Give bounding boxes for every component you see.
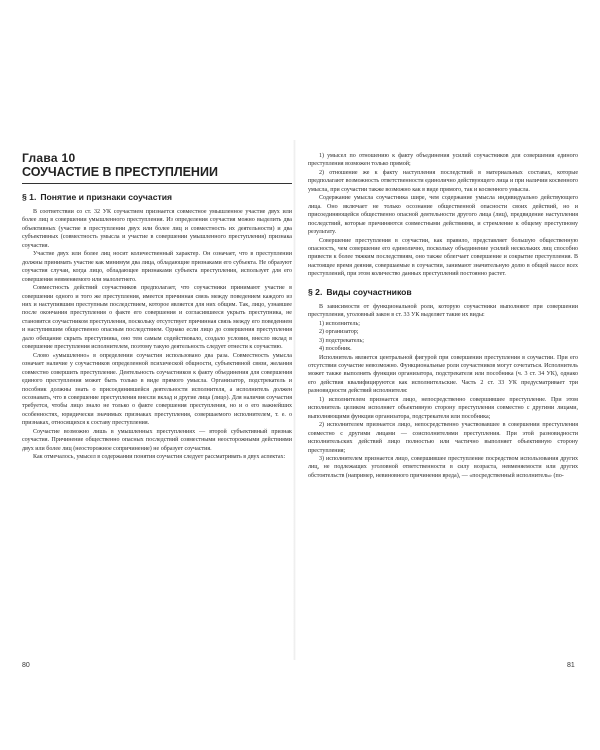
chapter-rule [22,183,292,184]
section-heading-2 [308,287,578,297]
paragraph: 2) исполнителем признается лицо, непосредственно участвовавшее в совершении преступления совместно с другими лицами — соисполнителями преступления. При этой разновидности исполнительских действий лицо полностью или частично выполняет объективную сторону преступления; [308,422,578,454]
book-gutter [293,140,296,660]
section-number: § 2. [308,286,323,297]
paragraph: В зависимости от функциональной роли, которую соучастники выполняют при совершении преступления, уголовный закон в ст. 33 УК выделяет такие их виды: [308,303,578,319]
section-number: § 1. [22,192,37,202]
paragraph: Как отмечалось, умысел в содержании понятия соучастия следует рассматривать в двух аспектах: [33,454,286,461]
paragraph: Участие двух или более лиц носит количественный характер. Он означает, что в преступлении должны принимать участие как минимум два лица, обладающие признаками его субъекта. Не образуют соучастия случаи, когда лицо, обладающее признаками субъекта преступления, использует для его совершения невменяемого или малолетнего. [22,251,292,283]
chapter-label: Глава 10 [22,151,76,165]
list-item: 2) организатор; [319,329,359,336]
list-item: 1) исполнитель; [319,320,360,327]
paragraph: Совместность действий соучастников предполагает, что соучастники принимают участие в совершении одного и того же преступления, имеется причинная связь между поведением каждого из них и наступившим преступным последствием, которое является для них общим. Так, лицо, узнавшее после окончания преступления о факте его совершения и согласившееся укрыть преступника, не становится соучастником преступления, поскольку отсутствует причинная связь между его поведением и наступившим общественно опасным последствием. Однако если лицо до совершения преступления дало обещание скрыть преступника, оно тем самым содействовало, создало условия, внесло вклад в совершение преступления исполнителем, поэтому такую деятельность следует отнести к соучастию. [22,285,292,351]
list-item: 4) пособник. [319,346,352,353]
section-heading-1 [22,192,292,202]
paragraph: Слово «умышленно» в определении соучастия использовано два раза. Совместность умысла означает наличие у соучастников определенной психической общности, субъективной связи, желания совместно совершить преступление. Деятельность соучастников к факту объединения для совершения единого преступления может быть только в виде прямого умысла. Организатор, подстрекатель и пособник должны знать о присоединившейся деятельности исполнителя, а исполнитель должен осознавать, что в совершение преступления внесли вклад и другие лица (лицо). Для наличия соучастия требуется, чтобы лицо знало не только о факте совершения преступления, но и о его важнейших особенностях, юридически значимых признаках преступления, совершаемого исполнителем, т. е. о признаках, относящихся к составу преступления. [22,352,292,427]
chapter-title: СОУЧАСТИЕ В ПРЕСТУПЛЕНИИ [22,165,218,179]
section-title: Виды соучастников [326,286,412,297]
paragraph: Совершение преступления в соучастии, как правило, представляет большую общественную опасность, чем совершение его единолично, поскольку объединение усилий нескольких лиц способно привести к более тяжким последствиям, оно также облегчает совершение и сокрытие преступления. В настоящее время деяния, совершаемые в соучастии, занимают значительную долю в общей массе всех преступлений, при этом количество данных преступлений постоянно растет. [308,237,578,278]
left-page [22,152,292,462]
section-title: Понятие и признаки соучастия [40,192,172,202]
right-page [308,152,578,480]
paragraph: 1) исполнителем признается лицо, непосредственно совершившее преступление. При этом исполнитель целиком исполняет объективную сторону преступления совместно с другими лицами, выполняющими функции организатора, подстрекателя или пособника; [308,396,578,420]
paragraph: 1) умысел по отношению к факту объединения усилий соучастников для совершения единого преступления возможен только прямой; [308,153,578,168]
paragraph: Исполнитель является центральной фигурой при совершении преступления в соучастии. При его отсутствии соучастие невозможно. Функциональные роли соучастников могут сочетаться. Исполнитель может также выполнять функции организатора, подстрекателя или пособника (ч. 3 ст. 34 УК), однако его действия квалифицируются как исполнительские. Часть 2 ст. 33 УК предусматривает три разновидности действий исполнителя: [308,354,578,395]
list-item: 3) подстрекатель; [319,337,364,344]
paragraph: Содержание умысла соучастника шире, чем содержание умысла индивидуально действующего лица. Оно включает не только осознание общественной опасности своих действий, но и присоединяющейся общественно опасной деятельности другого лица (лиц), предвидение наступления последствий, которые причиняются совместными действиями, и стремление к общему преступному результату. [308,195,578,236]
page-number-left: 80 [22,662,30,669]
paragraph: 2) отношение же к факту наступления последствий в материальных составах, которые предполагают возможность ответственности единолично действующего лица и при наличии косвенного умысла, при соучастии также возможно как в виде прямого, так и косвенного умысла. [308,169,578,193]
paragraph: Соучастие возможно лишь в умышленных преступлениях — второй субъективный признак соучастия. Причинение общественно опасных последствий совместными неосторожными действиями двух или более лиц (неосторожное сопричинение) не образует соучастия. [22,428,292,452]
paragraph: 3) исполнителем признается лицо, совершившее преступление посредством использования других лиц, не подлежащих уголовной ответственности в силу возраста, невменяемости или других обстоятельств (например, невиновного причинения вреда), — «посредственный исполнитель» (по- [308,455,578,479]
paragraph: В соответствии со ст. 32 УК соучастием признается совместное умышленное участие двух или более лиц в совершении умышленного преступления. Из определения соучастия можно выделить два объективных (участие в преступлении двух или более лиц и совместность их деятельности) и два субъективных (совместность умысла и участие в совершении умышленного преступления) признака соучастия. [22,209,292,249]
page-number-right: 81 [567,662,575,669]
